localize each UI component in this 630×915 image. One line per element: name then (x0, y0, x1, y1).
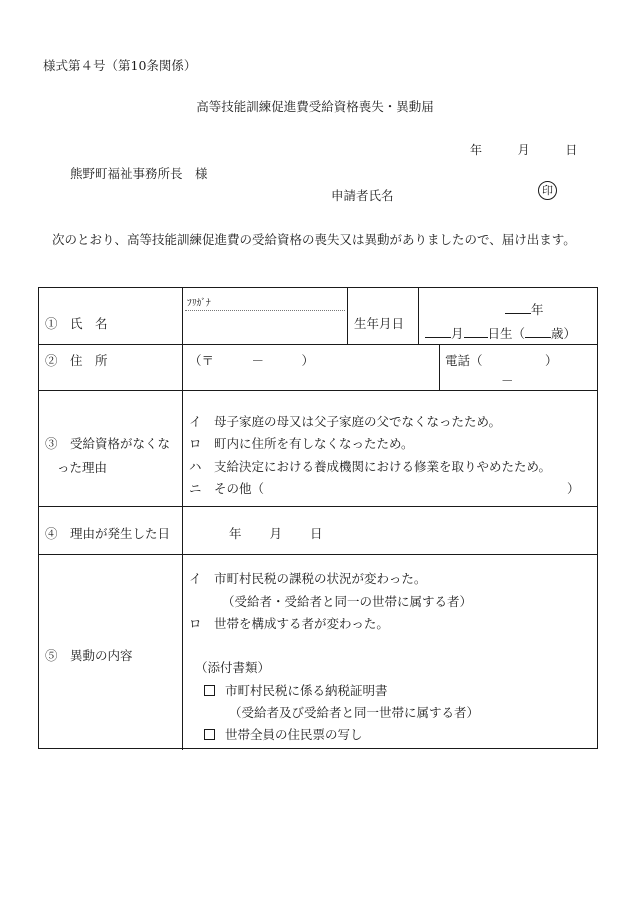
document-title: 高等技能訓練促進費受給資格喪失・異動届 (196, 99, 434, 114)
reason-label-line2: った理由 (57, 460, 108, 475)
name-label: ① 氏 名 (45, 316, 108, 331)
checkbox-icon (204, 729, 215, 740)
applicant-name-label: 申請者氏名 (331, 188, 394, 203)
change-item-i: イ 市町村民税の課税の状況が変わった。 (189, 571, 427, 586)
form-table (38, 287, 598, 749)
attachment-tax-note: （受給者及び受給者と同一世帯に属する者） (229, 705, 480, 720)
phone-dash: － (501, 373, 514, 388)
reason-other-close: ） (567, 481, 580, 496)
form-id: 様式第４号（第10条関係） (43, 58, 197, 73)
attachment-resident-record: 世帯全員の住民票の写し (204, 725, 362, 743)
attachments-title: （添付書類） (195, 660, 271, 675)
reason-item-ha: ハ 支給決定における養成機関における修業を取りやめたため。 (189, 459, 552, 474)
seal-icon: 印 (538, 181, 557, 200)
occurred-date: 年 月 日 (229, 526, 323, 541)
submission-date (470, 141, 577, 158)
address-label: ② 住 所 (45, 353, 108, 368)
addressee: 熊野町福祉事務所長 様 (70, 166, 208, 181)
date-month: 月 (517, 143, 530, 157)
birth-year: 年 (505, 300, 544, 318)
phone-field: 電話（ ） (445, 353, 558, 368)
reason-item-ro: ロ 町内に住所を有しなくなったため。 (189, 436, 414, 451)
date-day: 日 (565, 143, 578, 157)
furigana-label: ﾌﾘｶﾞﾅ (187, 298, 211, 309)
postal-code-field: （〒 － ） (189, 353, 315, 368)
reason-item-i: イ 母子家庭の母又は父子家庭の父でなくなったため。 (189, 414, 502, 429)
occurred-date-label: ④ 理由が発生した日 (45, 526, 171, 541)
reason-label-line1: ③ 受給資格がなくな (45, 436, 171, 451)
reason-item-ni: ニ その他（ (189, 481, 265, 496)
change-label: ⑤ 異動の内容 (45, 648, 133, 663)
intro-text: 次のとおり、高等技能訓練促進費の受給資格の喪失又は異動がありましたので、届け出ます。 (52, 232, 576, 247)
change-item-ro: ロ 世帯を構成する者が変わった。 (189, 616, 389, 631)
checkbox-icon (204, 685, 215, 696)
birth-month-day-age: 月 日生（ 歳） (425, 324, 576, 342)
date-year: 年 (470, 143, 483, 157)
birthdate-label: 生年月日 (354, 316, 405, 331)
change-item-i-note: （受給者・受給者と同一の世帯に属する者） (222, 594, 473, 609)
attachment-tax-certificate: 市町村民税に係る納税証明書 (204, 681, 387, 699)
